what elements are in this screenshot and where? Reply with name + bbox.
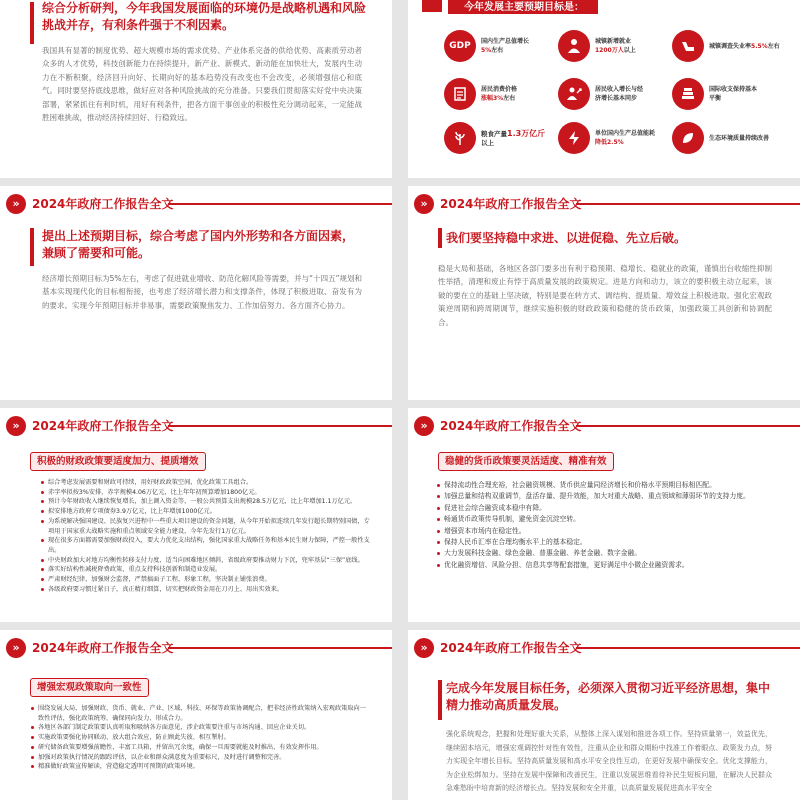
target-suffix: 以上 [623, 47, 636, 54]
list-item: 严肃财经纪律，加强财会监督，严禁搞面子工程、形象工程，坚决制止铺张浪费。 [40, 575, 372, 585]
list-item: 综合考虑发展需要和财政可持续，用好财政政策空间，优化政策工具组合。 [40, 478, 372, 488]
slide-target-rationale [0, 186, 392, 400]
target-label: 生态环境质量持续改善 [709, 134, 770, 142]
target-label: 单位国内生产总值能耗 [595, 130, 656, 137]
target-label: 粮食产量 [481, 129, 507, 138]
target-grain [444, 122, 554, 154]
list-item: 各级政府要习惯过紧日子，真正精打细算，切实把财政资金用在刀刃上、用出实效来。 [40, 585, 372, 595]
list-item: 各地区各部门制定政策要认真听取和吸纳各方面意见，涉企政策要注重与市场沟通、回应企业关切。 [30, 723, 370, 733]
target-value: 5.5% [751, 42, 768, 50]
slide-heading: 提出上述预期目标，综合考虑了国内外形势和各方面因素，兼顾了需要和可能。 [42, 229, 355, 260]
policy-bullet-list [30, 704, 370, 772]
target-cpi [444, 78, 554, 110]
chevron-right-double-icon: » [414, 194, 434, 214]
chevron-right-double-icon: » [6, 194, 26, 214]
slide-heading: 完成今年发展目标任务，必须深入贯彻习近平经济思想，集中精力推动高质量发展。 [446, 681, 771, 712]
income-icon [558, 78, 590, 110]
target-label: 城镇新增就业 [595, 38, 632, 45]
target-environment [672, 122, 796, 154]
slide-header [408, 414, 800, 438]
list-item: 保持人民币汇率在合理均衡水平上的基本稳定。 [436, 537, 774, 548]
list-item: 促进社会综合融资成本稳中有降。 [436, 503, 774, 514]
target-label: 国内生产总值增长 [481, 38, 530, 45]
list-item: 加强总量和结构双重调节，盘活存量、提升效能，加大对重大战略、重点领域和薄弱环节的支持力度。 [436, 491, 774, 502]
worker-icon [558, 30, 590, 62]
list-item: 实施政策要强化协同联动、放大组合效应，防止顾此失彼、相互掣肘。 [30, 733, 370, 743]
list-item: 增强资本市场内在稳定性。 [436, 526, 774, 537]
target-label: 居民收入增长与经 [595, 86, 644, 93]
accent-bar [30, 228, 34, 266]
slide-title: 2024年政府工作报告全文 [32, 197, 174, 211]
target-suffix: 左右 [491, 47, 504, 54]
target-value: 5% [481, 47, 492, 54]
policy-pill: 稳健的货币政策要灵活适度、精准有效 [438, 452, 614, 471]
targets-title: 今年发展主要预期目标是： [464, 2, 584, 13]
slide-header [0, 636, 392, 660]
slide-targets [408, 0, 800, 178]
chevron-right-double-icon: » [6, 638, 26, 658]
list-item: 精准做好政策宣传解读，营造稳定透明可预期的政策环境。 [30, 762, 370, 772]
slide-body-text: 稳是大局和基础，各地区各部门要多出有利于稳预期、稳增长、稳就业的政策，谨慎出台收缩性抑制性举措，清理和废止有悖于高质量发展的政策规定。进是方向和动力，该立的要积极主动立起来，该破的要在立的基础上坚决破，特别是要在转方式、调结构、提质量、增效益上积极进取。强化宏观政策逆周期和跨周期调节，继续实施积极的财政政策和稳健的货币政策，加强政策工具创新和协调配合。 [438, 264, 772, 327]
balance-icon [672, 78, 704, 110]
slide-body-text: 经济增长预期目标为5%左右，考虑了促进就业增收、防范化解风险等需要，并与“十四五”规划和基本实现现代化的目标相衔接，也考虑了经济增长潜力和支撑条件，体现了积极进取、奋发有为的要求。实现今年预期目标并非易事，需要政策聚焦发力、工作加倍努力、各方面齐心协力。 [42, 274, 362, 310]
target-label: 城镇调查失业率 [709, 42, 752, 50]
slide-outlook [0, 0, 392, 178]
target-label: 国际收支保持基本 [709, 86, 758, 93]
list-item: 加强对政策执行情况的跟踪评估，以企业和群众满意度为重要标尺，及时进行调整和完善。 [30, 753, 370, 763]
target-suffix: 平衡 [709, 95, 722, 102]
target-label: 居民消费价格 [481, 86, 518, 93]
target-energy [558, 122, 668, 154]
target-value: 涨幅3% [481, 95, 504, 102]
chevron-right-double-icon: » [6, 416, 26, 436]
list-item: 研究储备政策要增强前瞻性、丰富工具箱，并留出冗余度，确保一旦需要就能及时推出、有效发挥作用。 [30, 743, 370, 753]
list-item: 优化融资增信、风险分担、信息共享等配套措施，更好满足中小微企业融资需求。 [436, 560, 774, 571]
list-item: 围绕发展大局，加强财政、货币、就业、产业、区域、科技、环保等政策协调配合，把非经济性政策纳入宏观政策取向一致性评估，强化政策统筹，确保同向发力、形成合力。 [30, 704, 370, 723]
target-gdp [444, 30, 554, 62]
policy-bullet-list [40, 478, 372, 594]
list-item: 畅通货币政策传导机制，避免资金沉淀空转。 [436, 514, 774, 525]
target-suffix: 左右 [767, 42, 780, 50]
list-item: 大力发展科技金融、绿色金融、普惠金融、养老金融、数字金融。 [436, 548, 774, 559]
slide-header [408, 636, 800, 660]
target-suffix: 左右 [503, 95, 516, 102]
list-item: 拟安排地方政府专项债券3.9万亿元，比上年增加1000亿元。 [40, 507, 372, 517]
target-balance [672, 78, 796, 110]
slide-header [0, 192, 392, 216]
slide-title: 2024年政府工作报告全文 [440, 641, 582, 655]
slide-heading: 我们要坚持稳中求进、以进促稳、先立后破。 [446, 231, 687, 245]
accent-bar [30, 2, 34, 44]
list-item: 落实好结构性减税降费政策，重点支持科技创新和制造业发展。 [40, 565, 372, 575]
title-flag [422, 0, 442, 12]
environment-icon [672, 122, 704, 154]
target-value: 降低2.5% [595, 139, 624, 146]
list-item: 为系统解决强国建设、民族复兴进程中一些重大项目建设的资金问题，从今年开始拟连续几年发行超长期特别国债，专项用于国家重大战略实施和重点领域安全能力建设，今年先发行1万亿元。 [40, 517, 372, 536]
energy-icon [558, 122, 590, 154]
target-income [558, 78, 668, 110]
list-item: 赤字率拟按3%安排，赤字规模4.06万亿元，比上年年初预算增加1800亿元。 [40, 488, 372, 498]
slide-title: 2024年政府工作报告全文 [32, 641, 174, 655]
accent-bar [438, 228, 442, 248]
slide-stability [408, 186, 800, 400]
slide-header [408, 192, 800, 216]
unemployment-icon [672, 30, 704, 62]
target-employment [558, 30, 668, 62]
grain-icon [444, 122, 476, 154]
slide-heading: 综合分析研判，今年我国发展面临的环境仍是战略机遇和风险挑战并存，有利条件强于不利因素。 [42, 1, 367, 32]
gdp-icon: GDP [444, 30, 476, 62]
accent-bar [438, 680, 442, 720]
policy-bullet-list [436, 480, 774, 571]
target-suffix: 以上 [481, 138, 494, 147]
target-value: 1200万人 [595, 47, 624, 54]
list-item: 保持流动性合理充裕，社会融资规模、货币供应量同经济增长和价格水平预期目标相匹配。 [436, 480, 774, 491]
target-suffix: 济增长基本同步 [595, 95, 638, 102]
slide-policy-consistency [0, 630, 392, 800]
slide-title: 2024年政府工作报告全文 [32, 419, 174, 433]
price-index-icon [444, 78, 476, 110]
slide-high-quality-development [408, 630, 800, 800]
slide-fiscal-policy [0, 408, 392, 622]
slide-title: 2024年政府工作报告全文 [440, 419, 582, 433]
slide-header [0, 414, 392, 438]
target-unemployment [672, 30, 796, 62]
chevron-right-double-icon: » [414, 416, 434, 436]
list-item: 现在很多方面都需要加强财政投入，要大力优化支出结构，强化国家重大战略任务和基本民生财力保障，严控一般性支出。 [40, 536, 372, 555]
slide-body-text: 强化系统观念，把握和处理好重大关系，从整体上深入谋划和推进各项工作。坚持质量第一，效益优先，继续固本培元，增强宏观调控针对性有效性，注重从企业和群众期盼中找准工作着眼点、政策发力点，努力实现全年增长目标。坚持高质量发展和高水平安全良性互动，在更好发展中确保安全。优化支撑能力，为企业松绑加力。坚持在发展中保障和改善民生，注重以发展思维看待补民生短板问题，在解决人民群众急难愁盼中培育新的经济增长点。坚持发展和安全并重，以高质量发展促进高水平安全 [446, 730, 772, 793]
list-item: 中央财政加大对地方均衡性转移支付力度、适当向困难地区倾斜，省级政府要推动财力下沉，兜牢基层“三保”底线。 [40, 556, 372, 566]
policy-pill: 积极的财政政策要适度加力、提质增效 [30, 452, 206, 471]
slide-body-text: 我国具有显著的制度优势、超大规模市场的需求优势、产业体系完备的供给优势、高素质劳动者众多的人才优势，科技创新能力在持续提升，新产业、新模式、新动能在加快壮大，发展内生动力在不断积聚，经济回升向好、长期向好的基本趋势没有改变也不会改变，必须增强信心和底气。同时要坚持底线思维，做好应对各种风险挑战的充分准备。只要我们贯彻落实好党中央决策部署，紧紧抓住有利时机，用好有利条件，把各方面干事创业的积极性充分调动起来，一定能战胜困难挑战，推动经济持续回好、行稳致远。 [42, 46, 362, 123]
slide-title: 2024年政府工作报告全文 [440, 197, 582, 211]
slide-monetary-policy [408, 408, 800, 622]
target-value: 1.3万亿斤 [507, 128, 546, 138]
list-item: 预计今年财政收入继续恢复增长，加上调入资金等，一般公共预算支出规模28.5万亿元，比上年增加1.1万亿元。 [40, 497, 372, 507]
policy-pill: 增强宏观政策取向一致性 [30, 678, 149, 697]
chevron-right-double-icon: » [414, 638, 434, 658]
